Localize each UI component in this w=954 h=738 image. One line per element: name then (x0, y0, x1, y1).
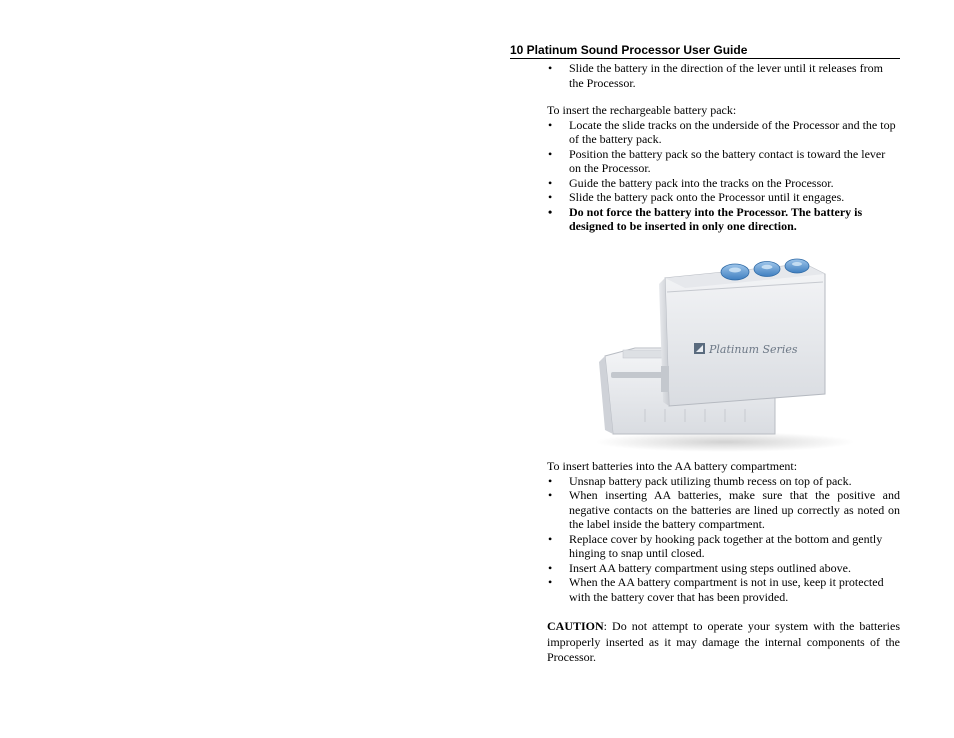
list-item-text: Insert AA battery compartment using steps outlined above. (569, 560, 851, 575)
caution-text: : Do not attempt to operate your system with the batteries improperly inserted as it may damage the internal components of the Processor. (547, 619, 900, 664)
rechargeable-intro: To insert the rechargeable battery pack: (547, 103, 737, 117)
list-item (547, 190, 900, 205)
page-header: 10 Platinum Sound Processor User Guide (510, 43, 900, 59)
list-item-text: Unsnap battery pack utilizing thumb recess on top of pack. (569, 473, 852, 488)
warning-text: Do not force the battery into the Processor. The battery is designed to be inserted in only one direction. (569, 204, 863, 233)
list-item (547, 532, 900, 561)
list-item-text: When inserting AA batteries, make sure that the positive and negative contacts on the batteries are lined up correctly as noted on the label inside the battery compartment. (569, 488, 900, 531)
list-item-text: Position the battery pack so the battery contact is toward the lever on the Processor. (569, 146, 886, 175)
aa-bullet-list (547, 474, 900, 605)
list-item (547, 147, 900, 176)
list-item-text: Slide the battery pack onto the Processor until it engages. (569, 190, 845, 204)
continued-steps (547, 61, 900, 90)
list-item-text: Replace cover by hooking pack together at the bottom and gently hinging to snap until closed. (569, 531, 883, 560)
list-item (547, 561, 900, 576)
list-item-text: Slide the battery in the direction of the lever until it releases from the Processor. (569, 61, 883, 90)
bullet-glyph: • (548, 117, 553, 132)
bullet-glyph: • (548, 204, 553, 219)
list-item (547, 575, 900, 604)
processor-illustration (575, 244, 860, 459)
rechargeable-bullet-list (547, 118, 900, 234)
list-item (547, 474, 900, 489)
bullet-glyph: • (548, 175, 553, 190)
list-item (547, 176, 900, 191)
processor-photo (575, 244, 860, 459)
brand-logo-text: Platinum Series (709, 343, 798, 356)
bullet-glyph: • (548, 531, 553, 546)
aa-section (547, 459, 900, 604)
list-item (547, 118, 900, 147)
caution-label: CAUTION (547, 619, 604, 633)
continued-bullet-list (547, 61, 900, 90)
list-item (547, 205, 900, 234)
bullet-glyph: • (548, 146, 553, 161)
bullet-glyph: • (548, 560, 553, 575)
list-item-text: Guide the battery pack into the tracks on the Processor. (569, 175, 834, 190)
list-item-text: When the AA battery compartment is not in use, keep it protected with the battery cover that has been provided. (569, 575, 884, 604)
list-item (547, 488, 900, 532)
list-item-text: Locate the slide tracks on the underside of the Processor and the top of the battery pack. (569, 117, 896, 146)
aa-intro: To insert batteries into the AA battery compartment: (547, 459, 798, 473)
bullet-glyph: • (548, 61, 553, 75)
bullet-glyph: • (548, 473, 553, 488)
caution-paragraph (547, 619, 900, 666)
rechargeable-section (547, 103, 900, 234)
bullet-glyph: • (548, 575, 553, 589)
bullet-glyph: • (548, 488, 553, 502)
bullet-glyph: • (548, 190, 553, 204)
list-item (547, 61, 900, 90)
